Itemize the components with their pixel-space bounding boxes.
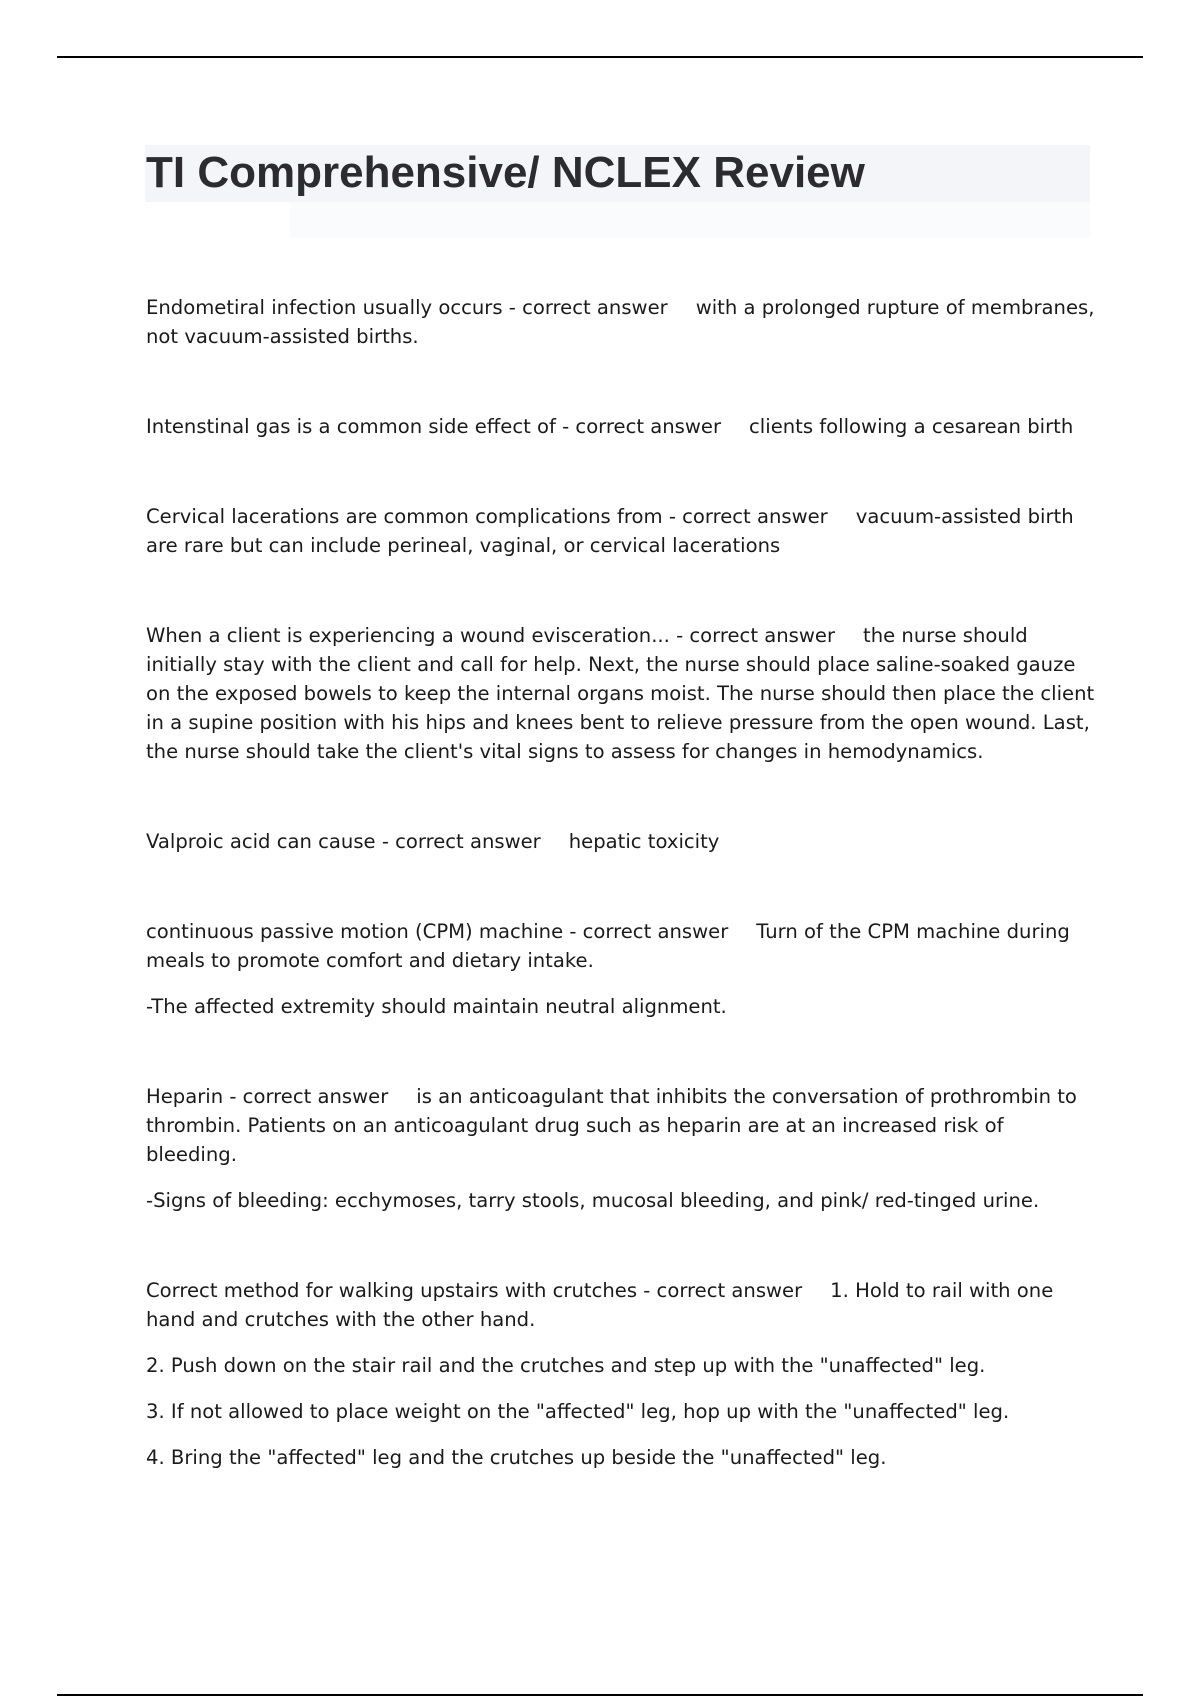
answer-step: 2. Push down on the stair rail and the crutches and step up with the "unaffected" leg. xyxy=(146,1354,986,1377)
qa-text xyxy=(146,621,1096,766)
question-text: Intenstinal gas is a common side effect of - correct answer xyxy=(146,415,722,438)
answer-text: is an anticoagulant that inhibits the conversation of prothrombin to thrombin. Patients on an anticoagulant drug such as heparin are at an increased risk of bleeding. xyxy=(146,1085,1077,1166)
qa-text xyxy=(146,502,1096,560)
answer-text: vacuum-assisted birth are rare but can include perineal, vaginal, or cervical lacerations xyxy=(146,505,1074,557)
qa-item xyxy=(146,1276,1096,1472)
answer-step: 3. If not allowed to place weight on the "affected" leg, hop up with the "unaffected" leg. xyxy=(146,1400,1010,1423)
qa-text xyxy=(146,1276,1096,1334)
qa-text xyxy=(146,293,1096,351)
document-body xyxy=(146,293,1096,1472)
qa-text xyxy=(146,412,1096,441)
answer-note: -The affected extremity should maintain neutral alignment. xyxy=(146,995,727,1018)
qa-item xyxy=(146,827,1096,856)
question-text: continuous passive motion (CPM) machine - correct answer xyxy=(146,920,729,943)
title-highlight-shadow xyxy=(290,202,1090,238)
question-text: Valproic acid can cause - correct answer xyxy=(146,830,541,853)
answer-text: Turn of the CPM machine during meals to promote comfort and dietary intake. xyxy=(146,920,1070,972)
question-text: Cervical lacerations are common complications from - correct answer xyxy=(146,505,828,528)
question-text: Heparin - correct answer xyxy=(146,1085,389,1108)
answer-text: hepatic toxicity xyxy=(568,830,720,853)
qa-item xyxy=(146,502,1096,560)
qa-text xyxy=(146,827,1096,856)
question-text: Correct method for walking upstairs with crutches - correct answer xyxy=(146,1279,803,1302)
document-title: TI Comprehensive/ NCLEX Review xyxy=(146,148,865,197)
qa-item xyxy=(146,412,1096,441)
qa-text xyxy=(146,917,1096,975)
top-divider xyxy=(57,56,1143,58)
bottom-divider xyxy=(57,1694,1143,1696)
answer-step: 4. Bring the "affected" leg and the crutches up beside the "unaffected" leg. xyxy=(146,1446,887,1469)
qa-item xyxy=(146,917,1096,1021)
qa-item xyxy=(146,621,1096,766)
qa-item xyxy=(146,1082,1096,1215)
answer-text: 1. Hold to rail with one hand and crutches with the other hand. xyxy=(146,1279,1054,1331)
answer-text: clients following a cesarean birth xyxy=(749,415,1074,438)
answer-text: the nurse should initially stay with the client and call for help. Next, the nurse should place saline-soaked gauze on the exposed bowels to keep the internal organs moist. The nurse should then place the client in a supine position with his hips and knees bent to relieve pressure from the open wound. Last, the nurse should take the client's vital signs to assess for changes in hemodynamics. xyxy=(146,624,1095,763)
qa-item xyxy=(146,293,1096,351)
answer-text: with a prolonged rupture of membranes, not vacuum-assisted births. xyxy=(146,296,1095,348)
question-text: Endometiral infection usually occurs - correct answer xyxy=(146,296,668,319)
question-text: When a client is experiencing a wound evisceration... - correct answer xyxy=(146,624,836,647)
answer-note: -Signs of bleeding: ecchymoses, tarry stools, mucosal bleeding, and pink/ red-tinged urine. xyxy=(146,1189,1040,1212)
qa-text xyxy=(146,1082,1096,1169)
